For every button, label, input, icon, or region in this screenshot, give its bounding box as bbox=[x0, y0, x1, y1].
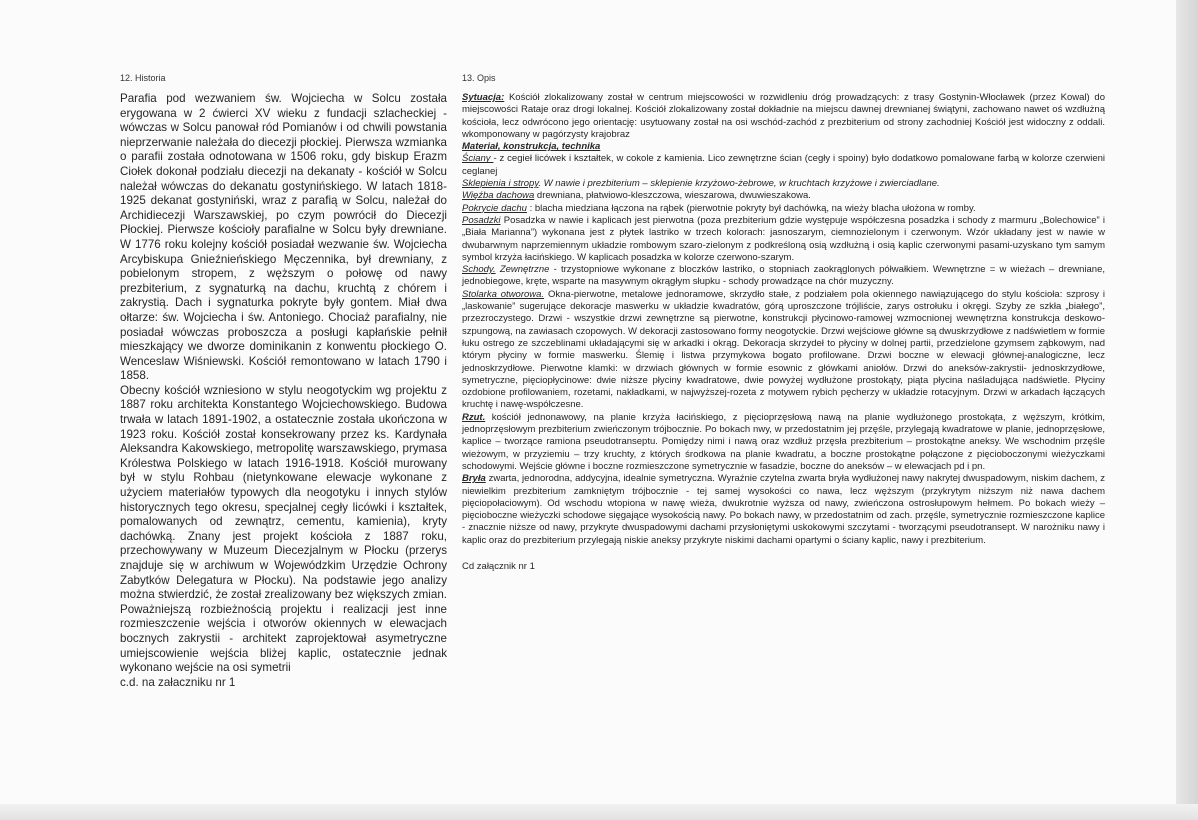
sklepienia-text: . W nawie i prezbiterium – sklepienie krzyżowo-żebrowe, w kruchtach krzyżowe i zwierciadlane. bbox=[538, 178, 940, 190]
rzut-label: Rzut. bbox=[462, 411, 486, 423]
sytuacja-label: Sytuacja: bbox=[462, 92, 505, 103]
posadzki-text: Posadzka w nawie i kaplicach jest pierwotna (poza prezbiterium gdzie występuje współczesna posadzka i schody z marmuru „Bolechowice” i „Biała Marianna”) wykonana jest z płytek lastriko w trzech kolorach: jasnoszarym, ciemnozielonym i czerwonym. Wzór układany jest w nawie w dwubarwnym naprzemiennym układzie rombowym szaro-zielonym z podkreśloną osią wzdłużną i osią kaplic czerwonymi pasami-uzyskano tym samym symbol krzyża łacińskiego. W kaplicach posadzka w kolorze czerwono-szarym. bbox=[462, 214, 1105, 263]
sklepienia-paragraph bbox=[462, 178, 1105, 190]
sytuacja-paragraph bbox=[462, 92, 1105, 141]
pokrycie-paragraph bbox=[462, 203, 1105, 215]
stolarka-label: Stolarka otworowa. bbox=[462, 288, 545, 300]
sciany-paragraph bbox=[462, 153, 1105, 178]
posadzki-label: Posadzki bbox=[462, 214, 501, 226]
bryla-text: zwarta, jednorodna, addycyjna, idealnie symetryczna. Wyraźnie czytelna zwarta bryła wydłużonej nawy nakrytej dwuspadowym, niskim dachem, z niewielkim prezbiterium zamkniętym trójbocznie - tej samej wysokości co nawa, lecz węższym (przykrytym niższym niż nawa dachem pięciopołaciowym). Od wschodu wtopiona w nawę wieża, dwukrotnie wyższa od nawy, zwieńczona ostrosłupowym hełmem. Po bokach wieży – pięcioboczne wieżyczki schodowe sięgające wysokością nawy. Po bokach nawy, w przedostatnim od zach. przęśle, symetrycznie rozmieszczone kaplice - znacznie niższe od nawy, przykryte dwuspadowymi dachami przysłoniętymi uskokowymi szczytami - tworzącymi pseudotransept. W narożniku nawy i kaplic oraz do prezbiterium przylegają niskie aneksy przykryte niskimi dachami opartymi o ściany kaplic, nawy i prezbiterium. bbox=[462, 473, 1105, 546]
wiezba-label: Więźba dachowa bbox=[462, 190, 535, 202]
sciany-text: - z cegieł licówek i kształtek, w cokole z kamienia. Lico zewnętrzne ścian (cegły i spoiny) było dodatkowo pomalowane farbą w kolorze czerwieni ceglanej bbox=[462, 153, 1106, 177]
historia-continuation-note: c.d. na załaczniku nr 1 bbox=[120, 675, 236, 689]
posadzki-paragraph bbox=[462, 215, 1105, 264]
schody-text: - trzystopniowe wykonane z bloczków lastriko, o stopniach zaokrąglonych półwałkiem. Wewnętrzne = w wieżach – drewniane, jednobiegowe, kręte, wsparte na masywnym okrągłym słupku - schody prowadzące na chór muzyczny. bbox=[462, 264, 1105, 288]
wiezba-paragraph bbox=[462, 190, 1105, 202]
historia-heading: 12. Historia bbox=[120, 73, 166, 83]
rzut-text: kościół jednonawowy, na planie krzyża łacińskiego, z pięcioprzęsłową nawą na planie wydłużonego prostokąta, z węższym, krótkim, jednoprzęsłowym prezbiterium zwieńczonym trójbocznie. Po bokach nwy, w przedostatnim jej przęśle, przylegają kwadratowe w planie, jednoprzęsłowe, kaplice – tworzące ramiona pseudotranseptu. Pomiędzy nimi i nawą oraz wzdłuż przęsła prezbiterium – prostokątne aneksy. We wschodnim przęśle wieżowym, w przyziemiu – trzy kruchty, z których środkowa na planie kwadratu, a boczne prostokątne połączone z pięcioboczonymi wieżyczkami schodowymi. Wejście główne i boczne rozmieszczone symetrycznie w fasadzie, boczne do aneksów – w elewacjach pd i pn. bbox=[462, 411, 1105, 472]
bryla-paragraph bbox=[462, 473, 1105, 547]
opis-column bbox=[462, 72, 1105, 573]
stolarka-paragraph bbox=[462, 289, 1105, 412]
historia-column bbox=[120, 72, 447, 690]
wiezba-text: drewniana, płatwiowo-kleszczowa, wieszarowa, dwuwieszakowa. bbox=[534, 190, 811, 202]
schody-italic: Zewnętrzne bbox=[495, 264, 550, 276]
historia-paragraph-2: Obecny kościół wzniesiono w stylu neogotyckim wg projektu z 1887 roku architekta Konstantego Wojciechowskiego. Budowa trwała w latach 1891-1902, a ostatecznie została ukończona w 1923 roku. Kościół został konsekrowany przez ks. Kardynała Aleksandra Kakowskiego, metropolitę warszawskiego, prymasa Królestwa Polskiego w latach 1916-1918. Kościół murowany był w stylu Rohbau (nietynkowane elewacje wykonane z użyciem materiałów typowych dla neogotyku i innych stylów historycznych tego okresu, specjalnej cegły licówki i kształtek, pomalowanych od zewnątrz, cementu, kamienia), kryty dachówką. Znany jest projekt kościoła z 1887 roku, przechowywany w Muzeum Diecezjalnym w Płocku (przerys znajduje się w archiwum w Wojewódzkim Urzędzie Ochrony Zabytków Delegatura w Płocku). Na podstawie jego analizy można stwierdzić, że został zrealizowany bez większych zmian. Poważniejszą rozbieżnością projektu i realizacji jest inne rozmieszczenie wejścia i otworów okiennych w elewacjach bocznych zakrystii - architekt zaprojektował asymetryczne umiejscowienie wejścia bliżej kaplic, ostatecznie jednak wykonano wejście na osi symetrii bbox=[120, 383, 447, 675]
pokrycie-label: Pokrycie dachu bbox=[462, 202, 527, 214]
bryla-label: Bryła bbox=[462, 473, 486, 485]
material-heading: Materiał, konstrukcja, technika bbox=[462, 141, 601, 153]
schody-label: Schody. bbox=[462, 264, 496, 276]
sciany-label: Ściany bbox=[462, 153, 494, 165]
sklepienia-label: Sklepienia i stropy bbox=[462, 178, 539, 190]
pokrycie-text: : blacha miedziana łączona na rąbek (pierwotnie pokryty był dachówką, na wieży blacha ułożona w romby. bbox=[526, 202, 976, 214]
scan-edge-right bbox=[1176, 0, 1198, 820]
historia-paragraph-1: Parafia pod wezwaniem św. Wojciecha w Solcu została erygowana w 2 ćwierci XV wieku z fundacji szlacheckiej - wówczas w Solcu panował ród Pomianów i od chwili powstania nieprzerwanie należała do diecezji płockiej. Pierwsza wzmianka o parafii została odnotowana w 1506 roku, gdy biskup Erazm Ciołek dokonał podziału diecezji na dekanaty - kościół w Solcu należał wówczas do dekanatu gostynińskiego. W latach 1818-1925 dekanat gostyniński, wraz z parafią w Solcu, należał do Archidiecezji Warszawskiej, po czym powrócił do Diecezji Płockiej. Pierwsze kościoły parafialne w Solcu były drewniane. W 1776 roku kolejny kościół posiadał wezwanie św. Wojciecha Arcybiskupa Gnieźnieńskiego Męczennika, był drewniany, z pobielonym stropem, z węższym o połowę od nawy prezbiterium, z sygnaturką na dachu, kruchtą z chórem i zakrystią. Dach i sygnaturka pokryte były gontem. Miał dwa ołtarze: św. Wojciecha i św. Antoniego. Chociaż parafialny, nie posiadał wówczas proboszcza a posługi kapłańskie pełnił mieszkający we dworze dominikanin z konwentu płockiego O. Wenceslaw Wiśniewski. Kościół remontowano w latach 1790 i 1858. bbox=[120, 92, 447, 383]
scan-edge-bottom bbox=[0, 804, 1198, 820]
stolarka-text: Okna-pierwotne, metalowe jednoramowe, skrzydło stałe, z podziałem pola okiennego nawiązującego do stylu kościoła: szprosy i „laskowanie” sugerujące dekoracje maswerku w układzie kwadratów, górą uproszczone trójliście, zarys ostrołuku i okręgi. Szyby ze szkła „białego”, przezroczystego. Drzwi - wszystkie drzwi zewnętrzne są pierwotne, konstrukcji płycinowo-ramowej wzmocnionej wewnętrzna konstrukcja deskowo-szpungową, na zawiasach czopowych. W dekoracji zastosowano formy neogotyckie. Drzwi wejściowe główne są dwuskrzydłowe z nadświetlem w formie łuku ostrego ze szczeblinami układającymi się w arkadki i okrąg. Dekoracja skrzydeł to płyciny w dolnej partii, przedzielone gzymsem ząbkowym, nad którym płyciny w formie maswerku. Ślemię i listwa przymykowa bogato profilowane. Drzwi boczne w elewacji głównej-analogiczne, lecz jednoskrzydłowe. Pierwotne klamki: w drzwiach głównych w formie esownic z główkami aniołów. Drzwi do aneksów-zakrystii- jednoskrzydłowe, symetryczne, pięciopłycinowe: dwie niższe płyciny kwadratowe, dwie powyżej wydłużone prostokąty, piąta płycina naśladująca nadświetle. Płyciny ozdobione profilowaniem, rozetami, nakładkami, w najwyższej-rozeta z motywem rybich pęcherzy w układzie rotacyjnym. Drzwi w arkadach łączących kruchtę i nawę-współczesne. bbox=[462, 288, 1106, 411]
schody-paragraph bbox=[462, 264, 1105, 289]
continuation-note: Cd załącznik nr 1 bbox=[462, 560, 535, 572]
opis-heading: 13. Opis bbox=[462, 73, 496, 83]
rzut-paragraph bbox=[462, 412, 1105, 473]
sytuacja-text: Kościół zlokalizowany został w centrum miejscowości w rozwidleniu dróg prowadzących: z trasy Gostynin-Włocławek (przez Kowal) do miejscowości Rataje oraz drogi lokalnej. Kościół zlokalizowany został dokładnie na miejscu dawnej drewnianej świątyni, zachowano nawet oś wzdłużną kościoła, lecz odwrócono jego orientację: usytuowany został na osi wschód-zachód z prezbiterium od strony zachodniej Kościół jest widoczny z oddali. wkomponowany w pagórzysty krajobraz bbox=[462, 92, 1105, 140]
